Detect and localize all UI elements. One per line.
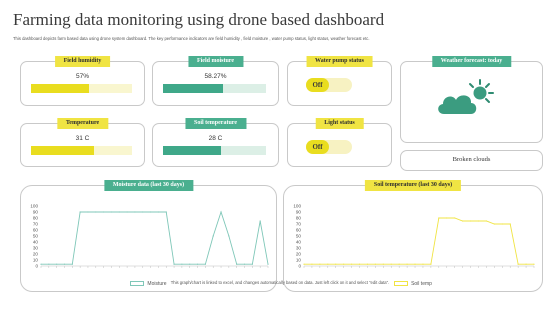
temperature-card [20, 120, 145, 167]
moisture-chart [21, 186, 278, 281]
y-tick-label: 80 [32, 215, 38, 221]
y-tick-label: 100 [30, 203, 38, 209]
page-footer: This graph/chart is linked to excel, and changes automatically based on data. Just left click on it and select "edit data". [170, 280, 390, 285]
field-humidity-value: 57% [75, 73, 89, 80]
data-point [327, 264, 328, 265]
field-moisture-label: Field moisture [188, 56, 243, 67]
data-point [197, 264, 198, 265]
data-point [375, 264, 376, 265]
data-point [494, 223, 495, 224]
light-status-card [287, 120, 392, 167]
y-tick-label: 100 [293, 203, 301, 209]
data-point [430, 264, 431, 265]
data-point [119, 211, 120, 212]
water-pump-card [287, 58, 392, 106]
y-tick-label: 50 [295, 233, 301, 239]
data-point [335, 264, 336, 265]
data-point [470, 220, 471, 221]
page-subtitle: This dashboard depicts farm based data using drone system dashboard. The key performance indicators are field humidity , field moisture , water pump status, light status, weather forecast etc. [13, 36, 370, 41]
field-moisture-bar-fill [163, 84, 223, 93]
light-status-label: Light status [315, 118, 364, 129]
data-point [267, 264, 268, 265]
light-status-toggle[interactable] [306, 140, 352, 154]
moisture-chart-title: Moisture data (last 30 days) [104, 180, 193, 191]
data-point [56, 264, 57, 265]
y-tick-label: 10 [32, 257, 38, 263]
light-status-state: Off [306, 140, 329, 154]
soil-temperature-value: 28 C [208, 135, 223, 142]
soil-temperature-bar [163, 146, 266, 155]
data-point [359, 264, 360, 265]
data-point [72, 264, 73, 265]
y-tick-label: 90 [32, 209, 38, 215]
data-point [383, 264, 384, 265]
data-point [518, 264, 519, 265]
data-point [127, 211, 128, 212]
data-point [95, 211, 96, 212]
field-humidity-bar [31, 84, 132, 93]
cloud-sun-icon [434, 78, 496, 118]
data-point [48, 264, 49, 265]
water-pump-label: Water pump status [306, 56, 373, 67]
data-point [399, 264, 400, 265]
data-point [446, 217, 447, 218]
temperature-bar [31, 146, 132, 155]
series-line [41, 212, 268, 264]
data-point [414, 264, 415, 265]
water-pump-toggle[interactable] [306, 78, 352, 92]
field-humidity-label: Field humidity [55, 56, 111, 67]
page-title: Farming data monitoring using drone based dashboard [13, 10, 385, 29]
data-point [252, 264, 253, 265]
weather-condition-card [400, 150, 543, 171]
field-moisture-bar [163, 84, 266, 93]
data-point [438, 217, 439, 218]
y-tick-label: 30 [32, 245, 38, 251]
data-point [319, 264, 320, 265]
data-point [150, 211, 151, 212]
water-pump-state: Off [306, 78, 329, 92]
y-tick-label: 0 [35, 263, 38, 269]
soil-temperature-label: Soil temperature [185, 118, 246, 129]
y-tick-label: 0 [298, 263, 301, 269]
weather-card [400, 58, 543, 143]
data-point [244, 264, 245, 265]
temperature-value: 31 C [75, 135, 90, 142]
data-point [213, 235, 214, 236]
data-point [462, 220, 463, 221]
temperature-bar-fill [31, 146, 94, 155]
data-point [303, 264, 304, 265]
soil-temp-chart [284, 186, 544, 281]
data-point [228, 235, 229, 236]
data-point [111, 211, 112, 212]
data-point [533, 264, 534, 265]
y-tick-label: 30 [295, 245, 301, 251]
data-point [40, 264, 41, 265]
weather-label: Weather forecast: today [432, 56, 511, 67]
data-point [510, 223, 511, 224]
data-point [87, 211, 88, 212]
data-point [454, 217, 455, 218]
series-line [304, 218, 534, 264]
data-point [181, 264, 182, 265]
field-humidity-card [20, 58, 145, 106]
y-tick-label: 20 [32, 251, 38, 257]
data-point [502, 223, 503, 224]
soil-temperature-card [152, 120, 279, 167]
y-tick-label: 40 [295, 239, 301, 245]
data-point [525, 264, 526, 265]
moisture-chart-card [20, 182, 277, 292]
data-point [103, 211, 104, 212]
y-tick-label: 70 [295, 221, 301, 227]
y-tick-label: 90 [295, 209, 301, 215]
data-point [367, 264, 368, 265]
data-point [407, 264, 408, 265]
data-point [486, 220, 487, 221]
data-point [478, 220, 479, 221]
temperature-label: Temperature [57, 118, 108, 129]
moisture-legend-label: Moisture [147, 281, 167, 287]
field-humidity-bar-fill [31, 84, 89, 93]
data-point [260, 220, 261, 221]
y-tick-label: 20 [295, 251, 301, 257]
soil-temp-chart-title: Soil temperature (last 30 days) [365, 180, 461, 191]
data-point [134, 211, 135, 212]
soil-temp-chart-card [283, 182, 543, 292]
data-point [351, 264, 352, 265]
y-tick-label: 10 [295, 257, 301, 263]
data-point [311, 264, 312, 265]
field-moisture-value: 58.27% [204, 73, 227, 80]
data-point [343, 264, 344, 265]
data-point [189, 264, 190, 265]
data-point [236, 264, 237, 265]
data-point [64, 264, 65, 265]
data-point [391, 264, 392, 265]
data-point [158, 211, 159, 212]
soil-temp-legend-label: Soil temp [411, 281, 432, 287]
data-point [80, 211, 81, 212]
y-tick-label: 50 [32, 233, 38, 239]
soil-temperature-bar-fill [163, 146, 221, 155]
y-tick-label: 80 [295, 215, 301, 221]
data-point [422, 264, 423, 265]
field-moisture-card [152, 58, 279, 106]
data-point [220, 211, 221, 212]
weather-condition: Broken clouds [452, 156, 491, 163]
y-tick-label: 60 [32, 227, 38, 233]
y-tick-label: 70 [32, 221, 38, 227]
data-point [142, 211, 143, 212]
data-point [166, 211, 167, 212]
data-point [173, 264, 174, 265]
data-point [205, 264, 206, 265]
y-tick-label: 40 [32, 239, 38, 245]
y-tick-label: 60 [295, 227, 301, 233]
